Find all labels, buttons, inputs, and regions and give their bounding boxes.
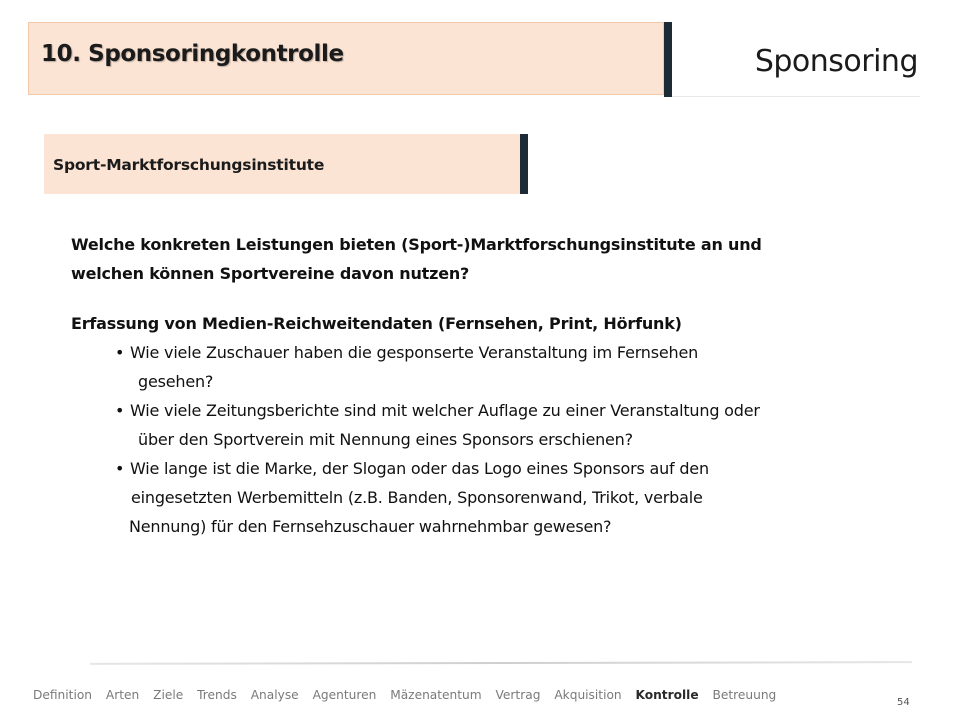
brand-divider bbox=[672, 96, 920, 97]
footer-nav-kontrolle[interactable]: Kontrolle bbox=[635, 688, 699, 702]
footer-nav-vertrag[interactable]: Vertrag bbox=[495, 688, 541, 702]
bullet-item bbox=[71, 454, 931, 541]
question-line: welchen können Sportvereine davon nutzen? bbox=[71, 264, 470, 283]
bullet-text: gesehen? bbox=[138, 372, 214, 391]
slide-content bbox=[71, 230, 931, 541]
section-heading: Erfassung von Medien-Reichweitendaten (Fernsehen, Print, Hörfunk) bbox=[71, 314, 682, 333]
question-line: Welche konkreten Leistungen bieten (Sport-)Marktforschungsinstitute an und bbox=[71, 235, 762, 254]
bullet-text: über den Sportverein mit Nennung eines Sponsors erschienen? bbox=[138, 430, 633, 449]
title-accent-bar bbox=[664, 22, 672, 97]
subtitle-accent-bar bbox=[520, 134, 528, 194]
footer-divider bbox=[90, 661, 912, 665]
bullet-text: Wie viele Zuschauer haben die gesponserte Veranstaltung im Fernsehen bbox=[130, 343, 699, 362]
subtitle-box bbox=[44, 134, 522, 194]
footer-nav-betreuung[interactable]: Betreuung bbox=[712, 688, 777, 702]
bullet-text: Wie viele Zeitungsberichte sind mit welcher Auflage zu einer Veranstaltung oder bbox=[130, 401, 760, 420]
brand-label: Sponsoring bbox=[754, 44, 918, 79]
bullet-dot-icon: • bbox=[115, 459, 125, 478]
subtitle: Sport-Marktforschungsinstitute bbox=[53, 156, 325, 174]
footer-nav-trends[interactable]: Trends bbox=[197, 688, 237, 702]
footer-nav-agenturen[interactable]: Agenturen bbox=[312, 688, 377, 702]
page-number: 54 bbox=[897, 697, 910, 708]
footer-nav bbox=[33, 688, 786, 702]
footer-nav-maezenatentum[interactable]: Mäzenatentum bbox=[390, 688, 482, 702]
bullet-item bbox=[71, 338, 931, 396]
bullet-text: Wie lange ist die Marke, der Slogan oder das Logo eines Sponsors auf den bbox=[130, 459, 709, 478]
bullet-text: Nennung) für den Fernsehzuschauer wahrnehmbar gewesen? bbox=[129, 517, 612, 536]
footer-nav-akquisition[interactable]: Akquisition bbox=[554, 688, 622, 702]
title-box bbox=[28, 22, 664, 95]
bullet-dot-icon: • bbox=[115, 401, 125, 420]
slide-title: 10. Sponsoringkontrolle bbox=[41, 41, 344, 67]
footer-nav-analyse[interactable]: Analyse bbox=[250, 688, 299, 702]
bullet-item bbox=[71, 396, 931, 454]
bullet-text: eingesetzten Werbemitteln (z.B. Banden, Sponsorenwand, Trikot, verbale bbox=[131, 488, 703, 507]
question-text bbox=[71, 230, 931, 288]
bullet-dot-icon: • bbox=[115, 343, 125, 362]
footer-nav-ziele[interactable]: Ziele bbox=[153, 688, 184, 702]
footer-nav-arten[interactable]: Arten bbox=[105, 688, 140, 702]
footer-nav-definition[interactable]: Definition bbox=[33, 688, 93, 702]
